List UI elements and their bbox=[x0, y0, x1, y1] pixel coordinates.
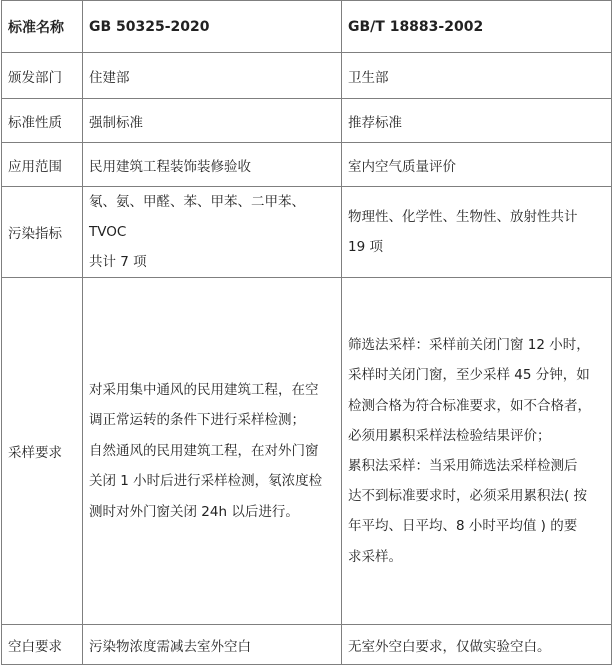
cell-gbt-standard-nature: 推荐标准 bbox=[342, 99, 612, 143]
text-line: 筛选法采样：采样前关闭门窗 12 小时， bbox=[348, 337, 590, 354]
cell-gb-sampling-requirements bbox=[83, 278, 342, 625]
table-header-row bbox=[2, 1, 612, 53]
table-row bbox=[2, 625, 612, 665]
text-line: 关闭 1 小时后进行采样检测，氡浓度检 bbox=[89, 473, 323, 490]
text-line: 求采样。 bbox=[348, 548, 402, 565]
table-row bbox=[2, 53, 612, 99]
text-line: 必须用累积采样法检验结果评价； bbox=[348, 427, 551, 444]
text-line: 共计 7 项 bbox=[89, 254, 147, 270]
table-row bbox=[2, 143, 612, 187]
text-line: 19 项 bbox=[348, 239, 383, 255]
header-cell-gbt18883: GB/T 18883-2002 bbox=[342, 1, 612, 53]
table-row bbox=[2, 278, 612, 625]
row-label-blank-requirements: 空白要求 bbox=[2, 625, 83, 665]
cell-gbt-application-scope: 室内空气质量评价 bbox=[342, 143, 612, 187]
text-line: 累积法采样：当采用筛选法采样检测后 bbox=[348, 458, 578, 474]
row-label-pollutant-indicators: 污染指标 bbox=[2, 187, 83, 278]
cell-gbt-blank-requirements: 无室外空白要求，仅做实验空白。 bbox=[342, 625, 612, 665]
row-label-issuing-department: 颁发部门 bbox=[2, 53, 83, 99]
cell-gb-blank-requirements: 污染物浓度需减去室外空白 bbox=[83, 625, 342, 665]
cell-gbt-pollutant-indicators bbox=[342, 187, 612, 278]
text-line: 测时对外门窗关闭 24h 以后进行。 bbox=[89, 503, 299, 520]
table-row bbox=[2, 187, 612, 278]
text-line: 自然通风的民用建筑工程，在对外门窗 bbox=[89, 442, 319, 459]
row-label-application-scope: 应用范围 bbox=[2, 143, 83, 187]
cell-gb-application-scope: 民用建筑工程装饰装修验收 bbox=[83, 143, 342, 187]
text-line: 年平均、日平均、8 小时平均值 ) 的要 bbox=[348, 518, 578, 535]
cell-gbt-sampling-requirements bbox=[342, 278, 612, 625]
text-line: 检测合格为符合标准要求，如不合格者， bbox=[348, 397, 591, 414]
text-line: 对采用集中通风的民用建筑工程，在空 bbox=[89, 381, 319, 398]
row-label-sampling-requirements: 采样要求 bbox=[2, 278, 83, 625]
cell-gb-standard-nature: 强制标准 bbox=[83, 99, 342, 143]
cell-gbt-issuing-department: 卫生部 bbox=[342, 53, 612, 99]
text-line: 调正常运转的条件下进行采样检测； bbox=[89, 412, 305, 429]
header-cell-standard-name: 标准名称 bbox=[2, 1, 83, 53]
text-line: 物理性、化学性、生物性、放射性共计 bbox=[348, 209, 578, 225]
text-line: 采样时关闭门窗，至少采样 45 分钟，如 bbox=[348, 367, 590, 384]
standards-comparison-table bbox=[1, 0, 612, 665]
cell-gb-pollutant-indicators bbox=[83, 187, 342, 278]
header-cell-gb50325: GB 50325-2020 bbox=[83, 1, 342, 53]
row-label-standard-nature: 标准性质 bbox=[2, 99, 83, 143]
cell-gb-issuing-department: 住建部 bbox=[83, 53, 342, 99]
table-row bbox=[2, 99, 612, 143]
text-line: 达不到标准要求时，必须采用累积法( 按 bbox=[348, 488, 588, 505]
text-line: 氡、氨、甲醛、苯、甲苯、二甲苯、TVOC bbox=[89, 194, 305, 240]
